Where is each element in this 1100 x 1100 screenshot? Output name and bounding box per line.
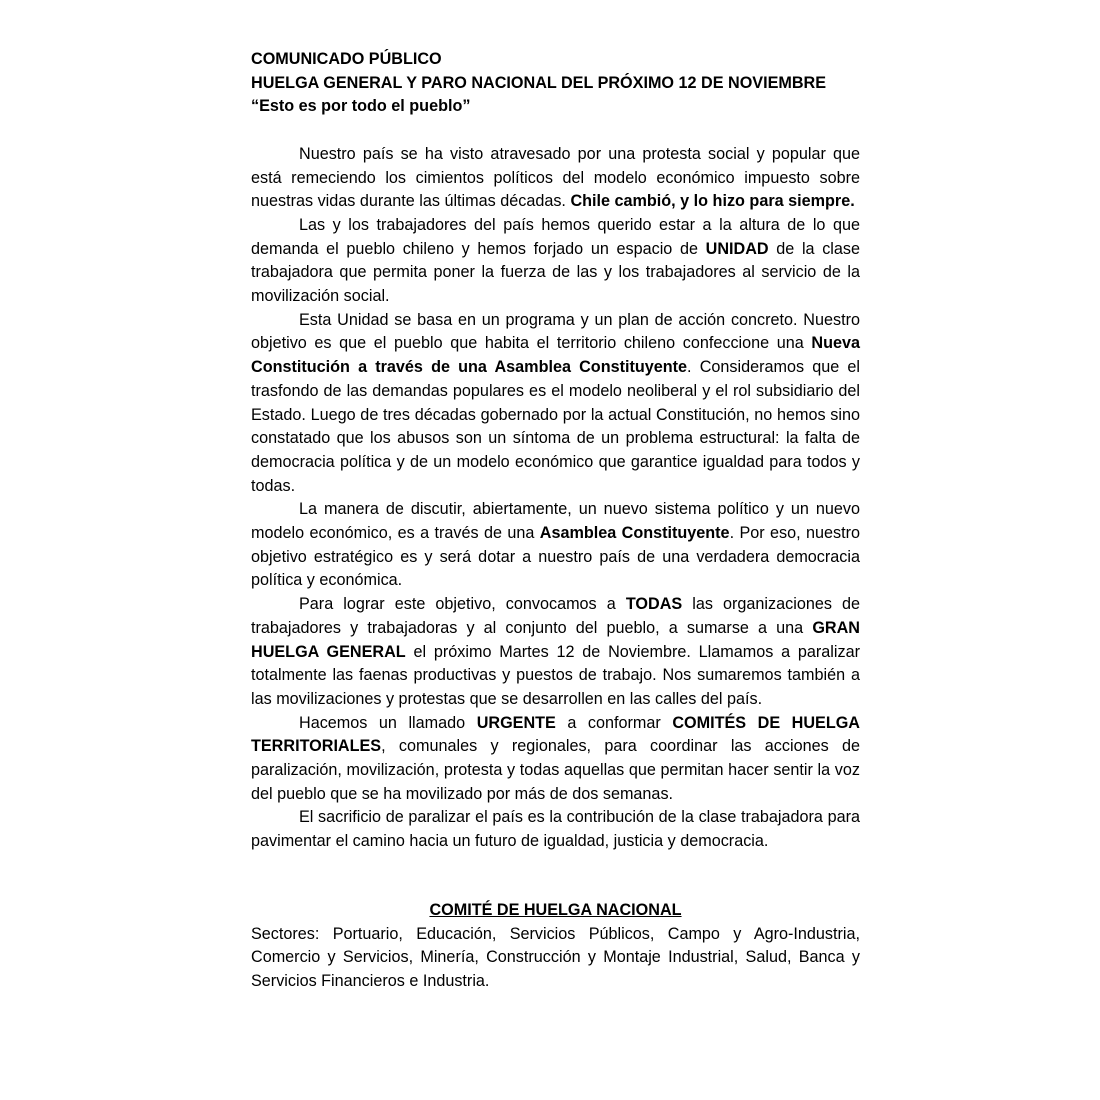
text-segment: . Consideramos que el trasfondo de las demandas populares es el modelo neoliberal y el rol subsidiario del Estado. Luego de tres décadas gobernado por la actual Constitución, no hemos sino constatado que los abusos son un síntoma de un problema estructural: la falta de democracia política y de un modelo económico que garantice igualdad para todos y todas.: [251, 358, 860, 495]
text-segment: La manera de discutir, abiertamente, un nuevo sistema político y un nuevo modelo económico, es a través de una: [251, 500, 860, 543]
text-segment: Las y los trabajadores del país hemos querido estar a la altura de lo que demanda el pueblo chileno y hemos forjado un espacio de: [251, 215, 860, 258]
text-segment: a conformar: [555, 713, 673, 732]
text-segment: el próximo Martes 12 de Noviembre. Llamamos a paralizar totalmente las faenas productivas y puestos de trabajo. Nos sumaremos también a las movilizaciones y protestas que se desarrollen en las calles del país.: [251, 642, 860, 708]
signature-sectors: Sectores: Portuario, Educación, Servicios Públicos, Campo y Agro-Industria, Comercio y Servicios, Minería, Construcción y Montaje Industrial, Salud, Banca y Servicios Financieros e Industria.: [251, 924, 860, 990]
body-text: [251, 143, 860, 854]
paragraph: [251, 712, 860, 807]
document-slogan: “Esto es por todo el pueblo”: [251, 97, 471, 116]
bold-text: Asamblea Constituyente: [539, 524, 730, 543]
paragraph: [251, 806, 860, 853]
bold-text: Chile cambió, y lo hizo para siempre.: [570, 192, 855, 211]
signature-title: COMITÉ DE HUELGA NACIONAL: [429, 900, 682, 919]
text-segment: las organizaciones de trabajadores y trabajadoras y al conjunto del pueblo, a sumarse a una: [251, 595, 861, 637]
bold-text: COMITÉS DE HUELGA TERRITORIALES: [251, 713, 860, 756]
bold-text: URGENTE: [476, 713, 556, 732]
bold-text: GRAN HUELGA GENERAL: [251, 618, 860, 661]
document-subtitle: HUELGA GENERAL Y PARO NACIONAL DEL PRÓXIMO 12 DE NOVIEMBRE: [251, 73, 827, 92]
text-segment: Nuestro país se ha visto atravesado por una protesta social y popular que está remeciendo los cimientos políticos del modelo económico impuesto sobre nuestras vidas durante las últimas décadas.: [251, 144, 860, 211]
document-page: [251, 48, 860, 994]
document-title: COMUNICADO PÚBLICO: [251, 50, 442, 68]
header-spacer: [251, 119, 860, 143]
bold-text: UNIDAD: [705, 239, 769, 258]
paragraph: [251, 593, 860, 712]
text-segment: Hacemos un llamado: [299, 713, 477, 732]
text-segment: . Por eso, nuestro objetivo estratégico es y será dotar a nuestro país de una verdadera democracia política y económica.: [251, 524, 860, 590]
text-segment: El sacrificio de paralizar el país es la contribución de la clase trabajadora para pavimentar el camino hacia un futuro de igualdad, justicia y democracia.: [251, 808, 860, 851]
paragraph: [251, 143, 860, 214]
bold-text: TODAS: [625, 595, 683, 614]
text-segment: Esta Unidad se basa en un programa y un plan de acción concreto. Nuestro objetivo es que el pueblo que habita el territorio chileno confeccione una: [251, 310, 860, 353]
text-segment: de la clase trabajadora que permita poner la fuerza de las y los trabajadores al servicio de la movilización social.: [251, 239, 861, 306]
paragraph: [251, 309, 860, 499]
text-segment: Para lograr este objetivo, convocamos a: [299, 595, 626, 614]
text-segment: , comunales y regionales, para coordinar las acciones de paralización, movilización, protesta y todas aquellas que permitan hacer sentir la voz del pueblo que se ha movilizado por más de dos semanas.: [251, 737, 860, 803]
paragraph: [251, 214, 860, 309]
paragraph: [251, 498, 860, 593]
bold-text: Nueva Constitución a través de una Asamblea Constituyente: [251, 334, 860, 377]
